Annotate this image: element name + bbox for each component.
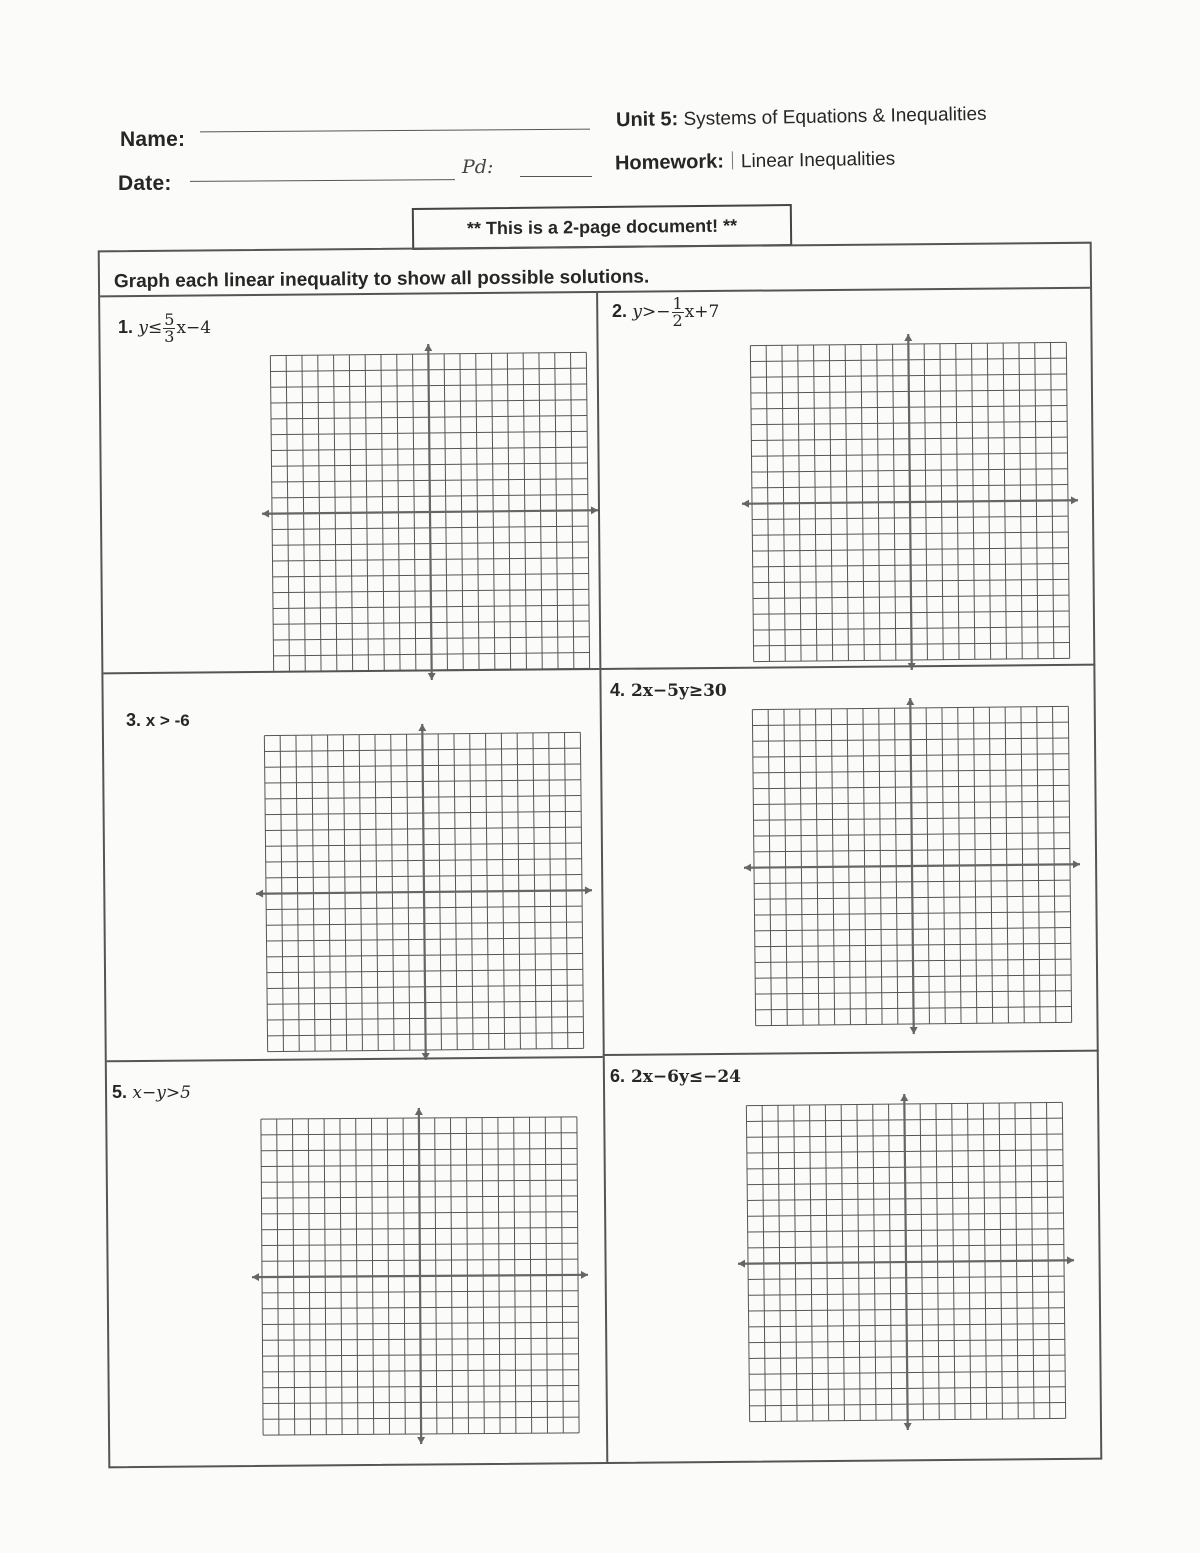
y-axis-arrow-down: [428, 673, 436, 680]
x-axis-arrow-right: [1067, 1256, 1074, 1264]
period-field[interactable]: [520, 176, 592, 177]
homework-title: Linear Inequalities: [740, 148, 896, 173]
x-axis-arrow-left: [252, 1273, 259, 1281]
y-axis-arrow-up: [415, 1108, 423, 1115]
x-axis-arrow-left: [738, 1260, 745, 1268]
x-axis-arrow-right: [1073, 860, 1080, 868]
graph-grid-1[interactable]: [258, 340, 602, 684]
x-axis-arrow-left: [262, 510, 269, 518]
y-axis-arrow-up: [906, 698, 914, 705]
homework-separator: [732, 151, 733, 169]
unit-title: Systems of Equations & Inequalities: [683, 103, 987, 131]
problem-6-label: 6. 2x−6y≤−24: [610, 1066, 741, 1087]
unit-label: Unit 5:: [615, 108, 679, 132]
homework-label: Homework:: [614, 150, 725, 175]
graph-grid-5[interactable]: [248, 1104, 592, 1448]
x-axis-arrow-left: [744, 864, 751, 872]
graph-grid-4[interactable]: [740, 694, 1084, 1038]
graph-grid-2[interactable]: [738, 330, 1082, 674]
x-axis-arrow-left: [742, 500, 749, 508]
y-axis: [419, 1108, 421, 1444]
date-label: Date:: [118, 172, 172, 195]
x-axis-arrow-right: [585, 886, 592, 894]
y-axis-arrow-down: [904, 1423, 912, 1430]
name-label: Name:: [120, 128, 186, 151]
two-page-notice: ** This is a 2-page document! **: [412, 204, 792, 250]
x-axis-arrow-left: [256, 890, 263, 898]
graph-grid-3[interactable]: [252, 720, 596, 1064]
y-axis-arrow-up: [418, 724, 426, 731]
homework-heading: [615, 148, 895, 176]
instructions: Graph each linear inequality to show all possible solutions.: [100, 244, 1090, 298]
period-label: Pd:: [462, 156, 494, 178]
problem-1-label: 1. y≤ $\frac{5}{3}$ x−4: [118, 310, 212, 346]
name-field[interactable]: [200, 129, 590, 133]
graph-grid-6[interactable]: [734, 1090, 1078, 1434]
unit-heading: [616, 103, 987, 132]
problem-3-label: 3. x > -6: [126, 710, 190, 730]
y-axis-arrow-up: [900, 1094, 908, 1101]
y-axis-arrow-down: [910, 1027, 918, 1034]
x-axis-arrow-right: [1071, 496, 1078, 504]
x-axis-arrow-right: [591, 506, 598, 514]
date-field[interactable]: [190, 179, 455, 182]
fraction: $\frac{1}{2}$: [672, 294, 683, 330]
problem-5-label: 5. x−y>5: [112, 1082, 191, 1103]
y-axis-arrow-up: [904, 334, 912, 341]
problem-4-label: 4. 2x−5y≥30: [610, 680, 727, 701]
y-axis-arrow-down: [422, 1053, 430, 1060]
y-axis-arrow-up: [424, 344, 432, 351]
fraction: $\frac{5}{3}$: [164, 310, 175, 346]
problem-2-label: 2. y>− $\frac{1}{2}$ x+7: [612, 294, 720, 330]
row-divider-4: [603, 1050, 1099, 1056]
y-axis-arrow-down: [908, 663, 916, 670]
y-axis-arrow-down: [417, 1437, 425, 1444]
x-axis-arrow-right: [581, 1271, 588, 1279]
